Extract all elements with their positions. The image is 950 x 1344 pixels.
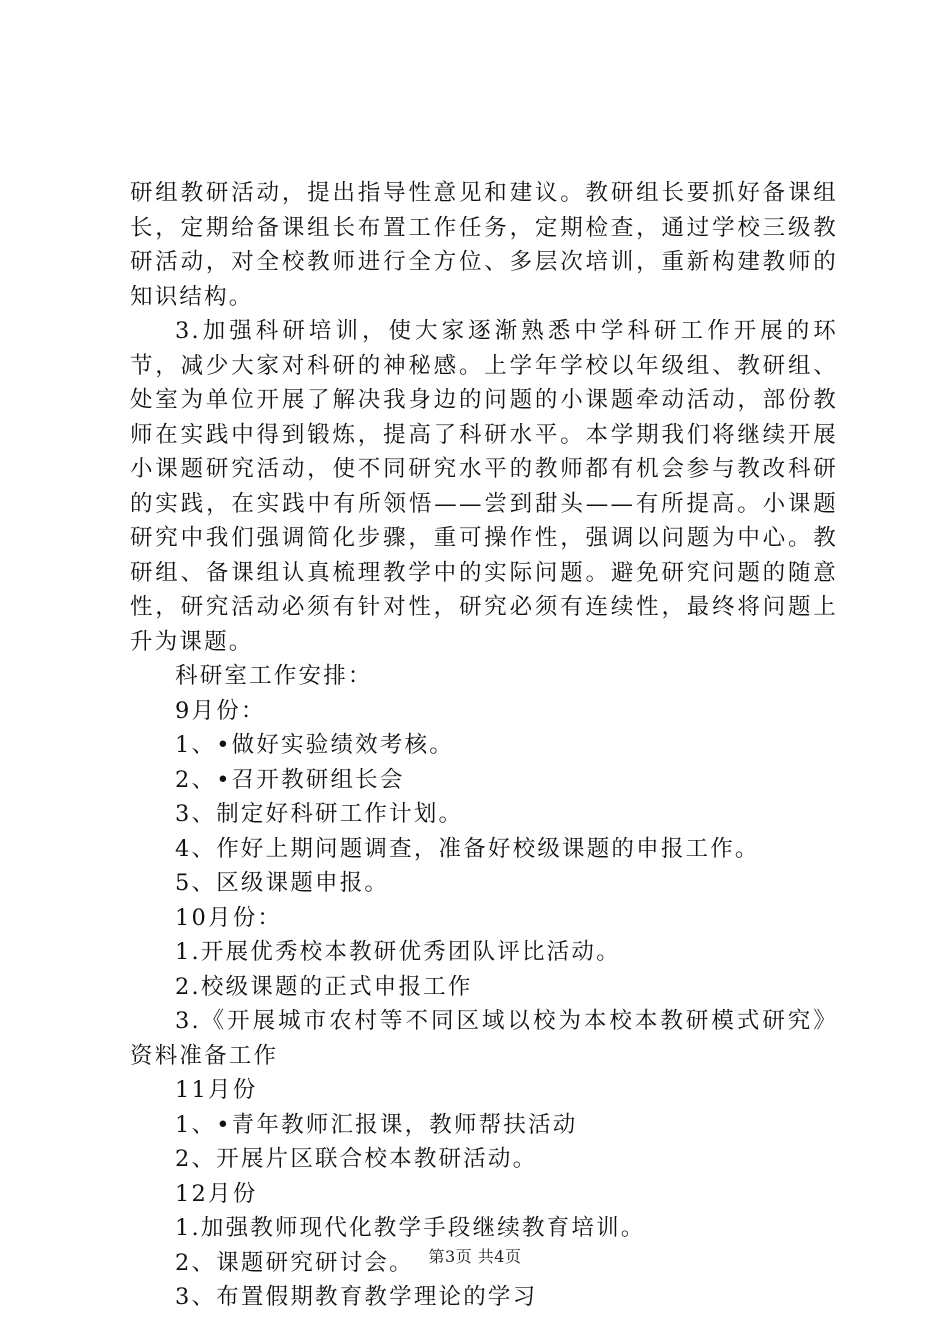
month-heading-october: 10月份：	[175, 904, 283, 931]
list-item: 1、•做好实验绩效考核。	[175, 732, 454, 758]
list-item: 3.《开展城市农村等不同区域以校为本校本教研模式研究》资料准备工作	[130, 1008, 838, 1069]
list-item: 2、课题研究研讨会。	[175, 1249, 414, 1276]
document-body	[130, 176, 838, 1315]
month-heading-november: 11月份	[175, 1077, 258, 1103]
list-item: 1、•青年教师汇报课，教师帮扶活动	[175, 1111, 578, 1138]
list-item: 3、制定好科研工作计划。	[175, 801, 464, 827]
list-item: 2、开展片区联合校本教研活动。	[175, 1146, 538, 1172]
list-item: 2、•召开教研组长会	[175, 766, 405, 793]
body-paragraph-2: 3.加强科研培训，使大家逐渐熟悉中学科研工作开展的环节，减少大家对科研的神秘感。上学年学校以年级组、教研组、处室为单位开展了解决我身边的问题的小课题牵动活动，部份教师在实践中得到锻炼，提高了科研水平。本学期我们将继续开展小课题研究活动，使不同研究水平的教师都有机会参与教改科研的实践，在实践中有所领悟——尝到甜头——有所提高。小课题研究中我们强调简化步骤，重可操作性，强调以问题为中心。教研组、备课组认真梳理教学中的实际问题。避免研究问题的随意性，研究活动必须有针对性，研究必须有连续性，最终将问题上升为课题。	[130, 318, 838, 655]
list-item: 1.开展优秀校本教研优秀团队评比活动。	[175, 939, 621, 965]
list-item: 1.加强教师现代化教学手段继续教育培训。	[175, 1215, 646, 1241]
list-item: 2.校级课题的正式申报工作	[175, 973, 473, 1000]
month-heading-september: 9月份：	[175, 697, 266, 724]
month-heading-december: 12月份	[175, 1180, 258, 1207]
body-paragraph-1: 研组教研活动，提出指导性意见和建议。教研组长要抓好备课组长，定期给备课组长布置工作任务，定期检查，通过学校三级教研活动，对全校教师进行全方位、多层次培训，重新构建教师的知识结构。	[130, 180, 838, 310]
list-item: 4、作好上期问题调查，准备好校级课题的申报工作。	[175, 835, 760, 862]
schedule-title: 科研室工作安排：	[175, 663, 373, 689]
list-item: 3、布置假期教育教学理论的学习	[175, 1284, 538, 1310]
list-item: 5、区级课题申报。	[175, 870, 390, 896]
page-number-footer: 第3页 共4页	[428, 1247, 522, 1266]
